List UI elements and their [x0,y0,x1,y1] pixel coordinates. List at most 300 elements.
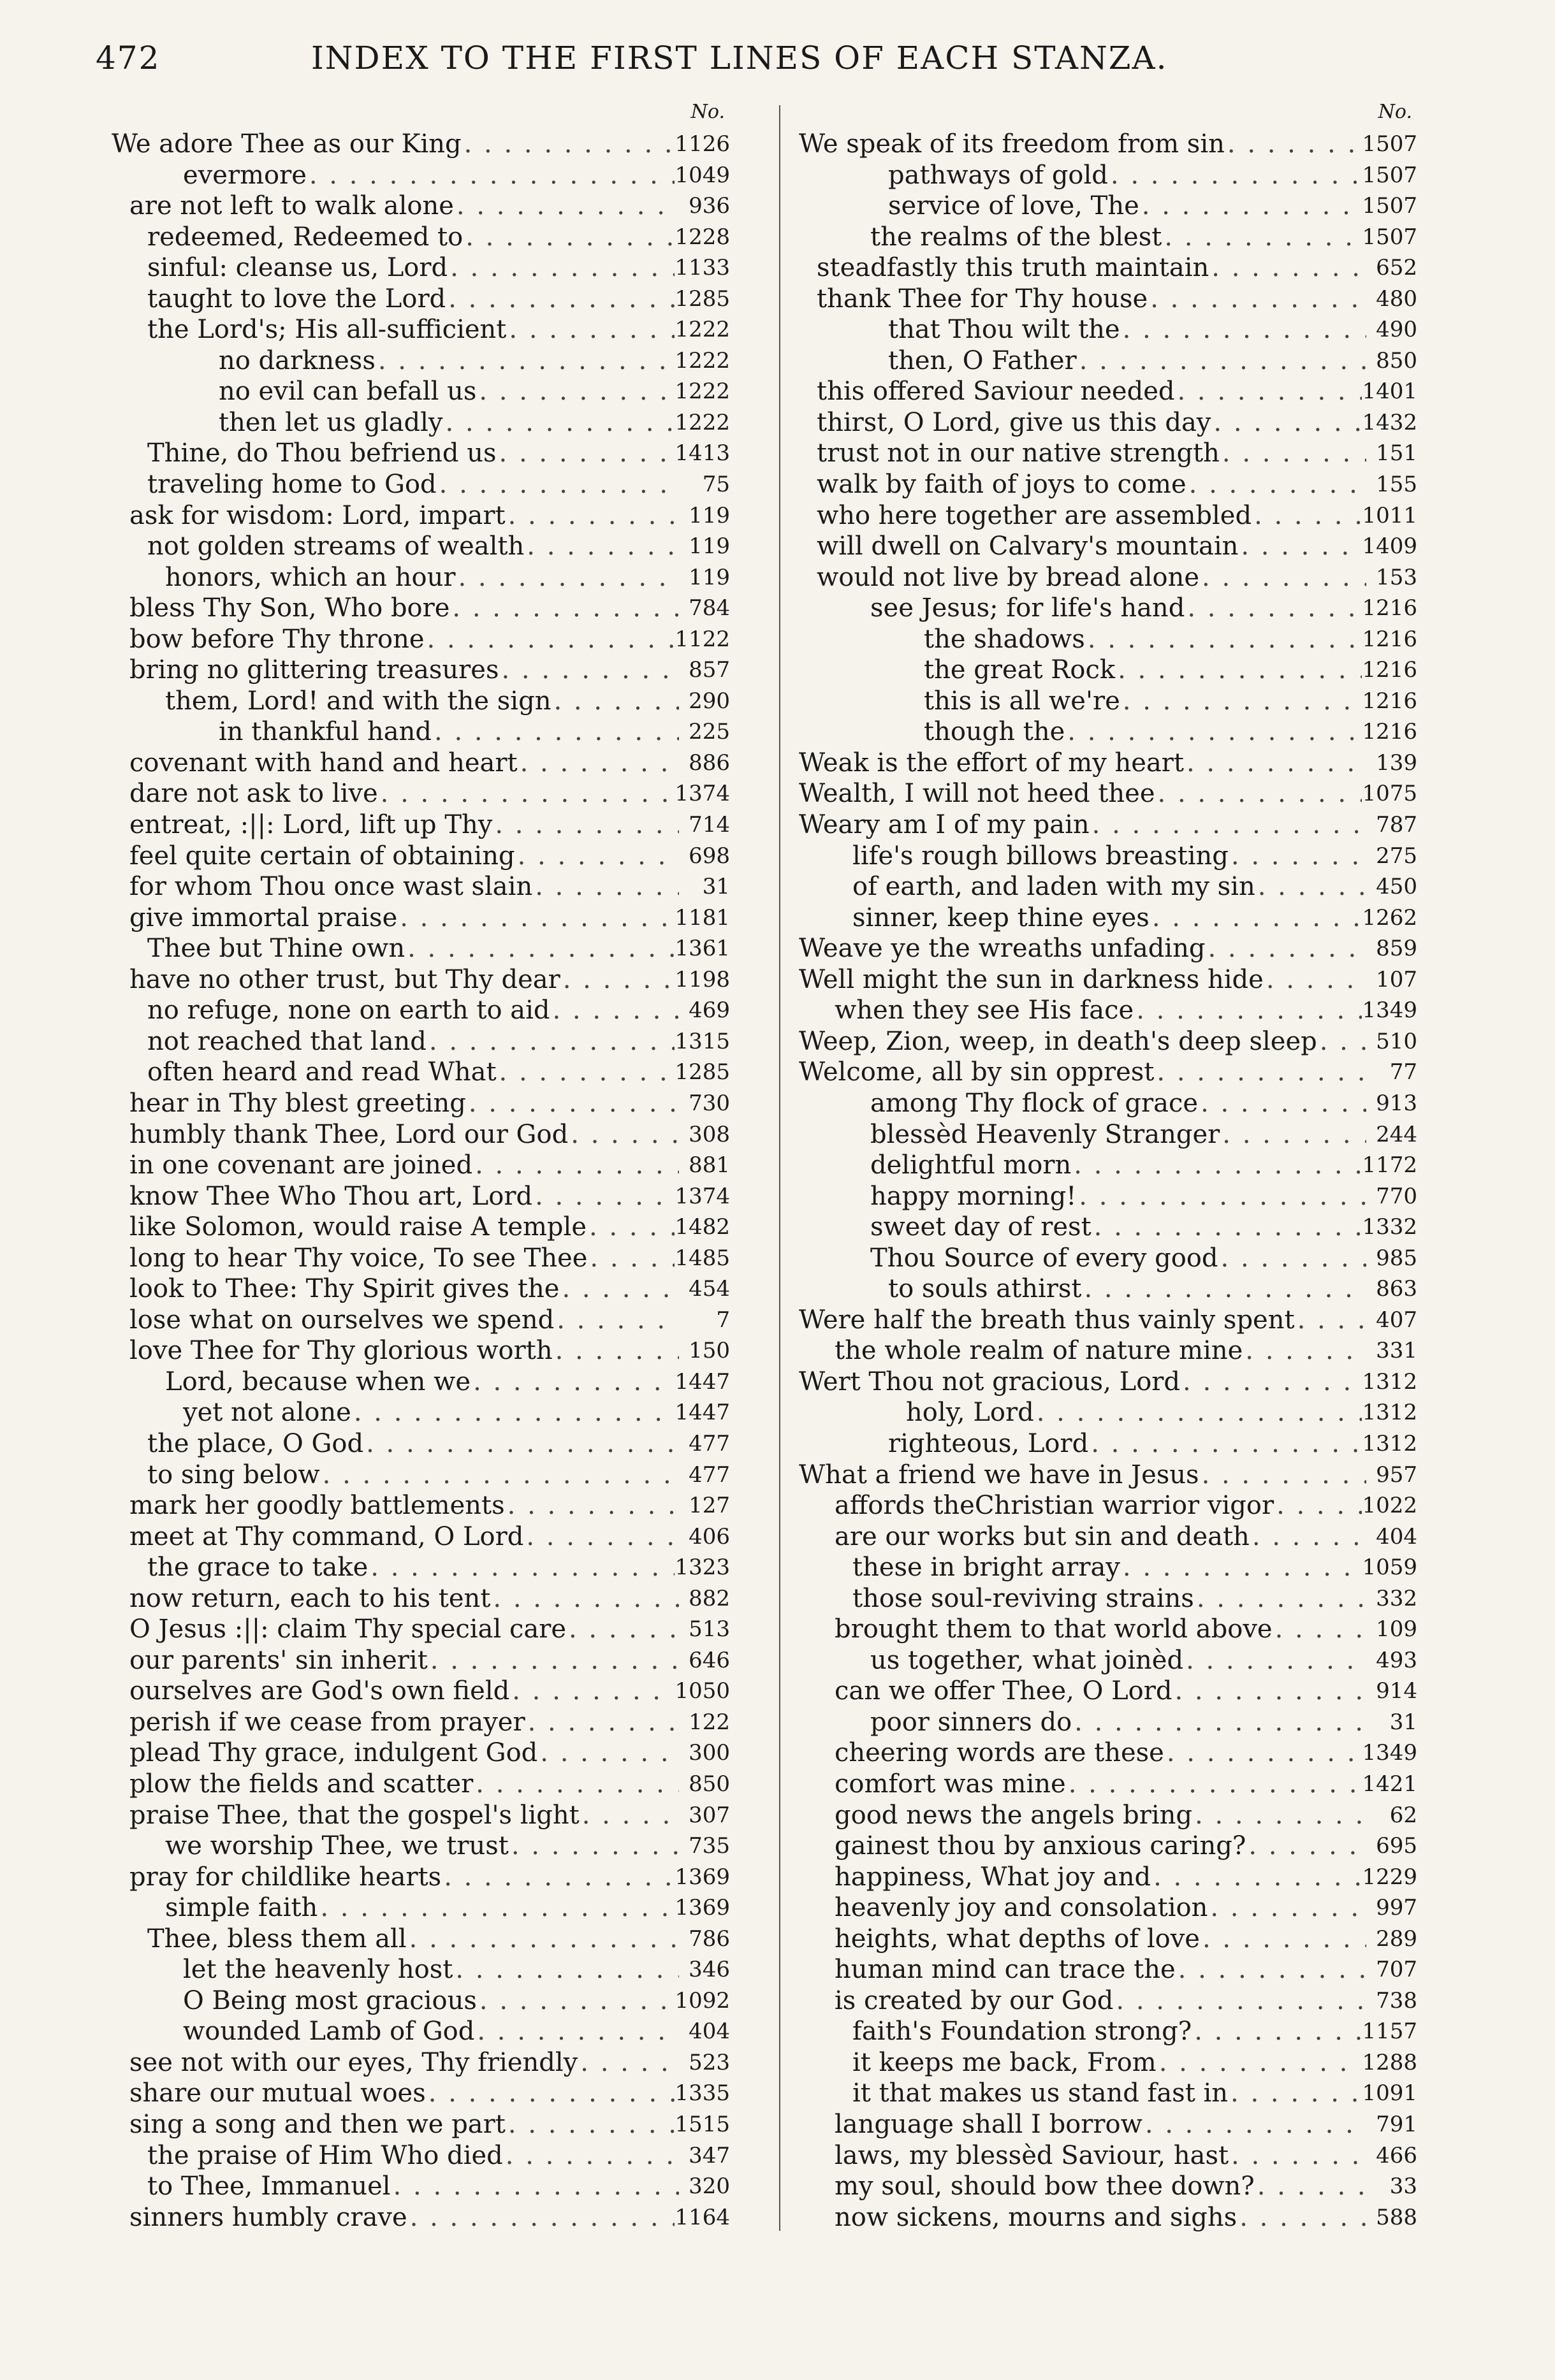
entry-first-line: pathways of gold [888,160,1108,190]
index-entry [799,1552,1417,1583]
index-entry [799,964,1417,996]
hymn-number: 107 [1376,966,1417,992]
dot-leader [1108,160,1362,191]
index-entry [112,469,730,500]
dot-leader [1225,129,1362,160]
page-number: 472 [96,40,161,76]
index-entry [112,1892,730,1924]
index-entry [112,1057,730,1088]
dot-leader [456,562,680,593]
entry-first-line: when they see His face [835,996,1134,1026]
index-entry [112,160,730,191]
hymn-number: 275 [1376,843,1417,869]
hymn-number: 859 [1376,936,1417,962]
index-entry [799,593,1417,624]
dot-leader [391,2171,679,2202]
hymn-number: 119 [689,502,730,528]
entry-first-line: plow the fields and scatter [129,1769,474,1799]
dot-leader [426,2078,675,2109]
hymn-number: 735 [689,1833,730,1859]
index-entry [799,2016,1417,2047]
dot-leader [1120,686,1362,717]
dot-leader [320,1460,679,1491]
dot-leader [1243,1335,1366,1367]
hymn-number: 1172 [1362,1152,1417,1179]
dot-leader [427,1026,675,1057]
hymn-number: 1222 [675,409,730,435]
dot-leader [560,964,675,996]
hymn-number: 882 [689,1585,730,1611]
dot-leader [1150,903,1362,934]
index-entry [112,2078,730,2109]
hymn-number: 850 [1376,347,1417,374]
index-entry [799,1800,1417,1831]
entry-first-line: Wealth, I will not heed thee [799,779,1155,809]
dot-leader [1185,593,1362,624]
index-entry [799,871,1417,903]
index-entry [799,1057,1417,1088]
hymn-number: 1485 [675,1245,730,1271]
entry-first-line: life's rough billows breasting [852,841,1229,871]
index-entry [799,191,1417,222]
entry-first-line: faith's Foundation strong? [852,2017,1192,2047]
index-entry [799,1305,1417,1336]
entry-first-line: Thine, do Thou befriend us [147,439,497,468]
entry-first-line: it that makes us stand fast in [852,2079,1229,2108]
index-entry [799,252,1417,284]
entry-first-line: poor sinners do [870,1707,1072,1737]
entry-first-line: would not live by bread alone [817,562,1200,592]
index-entry [112,1985,730,2017]
index-entry [112,562,730,593]
dot-leader [506,500,679,532]
index-entry [112,1460,730,1491]
index-entry [799,469,1417,500]
dot-leader [1229,2140,1366,2172]
hymn-number: 1374 [675,781,730,807]
hymn-number: 1011 [1362,502,1417,528]
index-entry [799,160,1417,191]
hymn-number: 1515 [675,2112,730,2137]
hymn-number: 730 [689,1090,730,1116]
entry-list [112,129,730,2233]
entry-first-line: the shadows [924,624,1085,654]
dot-leader [307,160,675,191]
entry-first-line: happy morning! [870,1181,1077,1211]
dot-leader [1192,1800,1366,1831]
dot-leader [446,284,675,315]
entry-first-line: we worship Thee, we trust [165,1831,509,1861]
hymn-number: 1075 [1362,781,1417,807]
index-entry [112,1181,730,1212]
dot-leader [497,438,675,469]
entry-first-line: heights, what depths of love [835,1924,1200,1954]
dot-leader [524,531,679,562]
hymn-number: 985 [1376,1245,1417,1271]
dot-leader [1295,1305,1366,1336]
hymn-number: 791 [1376,2112,1417,2137]
entry-first-line: though the [924,717,1065,747]
index-entry [112,1212,730,1243]
index-entry [799,1428,1417,1460]
index-entry [799,1954,1417,1985]
hymn-number: 997 [1376,1895,1417,1921]
entry-list [799,129,1417,2233]
dot-leader [1208,1892,1366,1924]
dot-leader [525,1707,679,1738]
hymn-number: 62 [1389,1802,1417,1828]
index-entry [799,284,1417,315]
hymn-number: 244 [1376,1121,1417,1147]
hymn-number: 1374 [675,1183,730,1209]
hymn-number: 588 [1376,2204,1417,2230]
hymn-number: 1222 [675,317,730,343]
dot-leader [1194,1583,1366,1614]
entry-first-line: will dwell on Calvary's mountain [817,532,1239,562]
index-entry [112,1583,730,1614]
entry-first-line: look to Thee: Thy Spirit gives the [129,1274,560,1304]
entry-first-line: the great Rock [924,655,1116,685]
dot-leader [1154,1057,1366,1088]
hymn-number: 698 [689,843,730,869]
entry-first-line: share our mutual woes [129,2079,426,2108]
hymn-number: 1262 [1362,904,1417,931]
hymn-number: 770 [1376,1183,1417,1209]
dot-leader [441,1862,675,1893]
entry-first-line: mark her goodly battlements [129,1491,505,1521]
hymn-number: 139 [1376,750,1417,776]
entry-first-line: covenant with hand and heart [129,748,518,778]
entry-first-line: no evil can befall us [219,377,477,407]
dot-leader [1172,1676,1366,1707]
index-entry [112,2171,730,2202]
dot-leader [407,1924,679,1955]
entry-first-line: Lord, because when we [165,1367,471,1397]
entry-first-line: the place, O God [147,1428,364,1458]
hymn-number: 1216 [1362,595,1417,621]
index-entry [112,1738,730,1769]
entry-first-line: ask for wisdom: Lord, impart [129,500,506,530]
index-entry [799,2047,1417,2079]
hymn-number: 863 [1376,1276,1417,1302]
dot-leader [503,2140,679,2172]
entry-first-line: in thankful hand [219,717,432,747]
hymn-number: 454 [689,1276,730,1302]
dot-leader [1066,1769,1362,1800]
dot-leader [553,1335,679,1367]
hymn-number: 469 [689,998,730,1024]
entry-first-line: What a friend we have in Jesus [799,1460,1199,1490]
index-entry [799,1738,1417,1769]
index-entry [799,500,1417,532]
entry-first-line: wounded Lamb of God [183,2017,475,2047]
hymn-number: 151 [1376,440,1417,467]
hymn-number: 466 [1376,2142,1417,2168]
index-entry [112,1490,730,1521]
index-entry [112,1954,730,1985]
index-entry [799,1769,1417,1800]
entry-first-line: to souls athirst [888,1274,1082,1304]
dot-leader [1183,1645,1366,1676]
dot-leader [453,1954,679,1985]
hymn-number: 1222 [675,347,730,374]
entry-first-line: lose what on ourselves we spend [129,1305,555,1335]
hymn-number: 490 [1376,317,1417,343]
index-entry [799,1521,1417,1553]
dot-leader [523,1521,679,1553]
dot-leader [1228,2078,1362,2109]
hymn-number: 1126 [675,131,730,157]
hymn-number: 320 [689,2173,730,2200]
index-entry [112,2109,730,2140]
entry-first-line: then let us gladly [219,407,443,437]
index-entry [799,1676,1417,1707]
hymn-number: 33 [1389,2173,1417,2200]
index-entry [799,748,1417,779]
hymn-number: 1222 [675,379,730,405]
entry-first-line: evermore [183,160,307,190]
entry-first-line: blessèd Heavenly Stranger [870,1119,1220,1149]
entry-first-line: let the heavenly host [183,1955,453,1985]
entry-first-line: thank Thee for Thy house [817,284,1148,314]
index-entry [799,1273,1417,1305]
entry-first-line: my soul, should bow thee down? [835,2172,1255,2202]
dot-leader [1139,191,1362,222]
entry-first-line: it keeps me back, From [852,2047,1157,2077]
index-entry [799,1862,1417,1893]
dot-leader [1186,469,1366,500]
dot-leader [1184,748,1366,779]
entry-first-line: dare not ask to live [129,779,378,809]
dot-leader [1211,407,1362,439]
index-entry [112,1243,730,1274]
index-entry [799,1119,1417,1150]
index-entry [112,345,730,377]
dot-leader [1091,1212,1362,1243]
entry-first-line: perish if we cease from prayer [129,1707,525,1737]
dot-leader [505,1490,679,1521]
entry-first-line: comfort was mine [835,1769,1066,1799]
dot-leader [454,191,679,222]
dot-leader [587,1212,675,1243]
dot-leader [1192,2016,1362,2047]
entry-first-line: then, O Father [888,345,1077,375]
hymn-number: 332 [1376,1585,1417,1611]
dot-leader [1198,1088,1366,1119]
index-entry [799,655,1417,686]
dot-leader [1229,841,1366,872]
hymn-number: 850 [689,1771,730,1797]
entry-first-line: We speak of its freedom from sin [799,129,1225,159]
index-entry [799,407,1417,439]
hymn-number: 1315 [675,1028,730,1054]
dot-leader [318,1892,675,1924]
index-entry [799,438,1417,469]
hymn-number: 1332 [1362,1214,1417,1240]
entry-first-line: delightful morn [870,1150,1072,1180]
entry-first-line: see not with our eyes, Thy friendly [129,2047,578,2077]
dot-leader [1220,438,1366,469]
index-entry [112,1614,730,1645]
dot-leader [1176,1954,1366,1985]
hymn-number: 127 [689,1493,730,1519]
entry-first-line: Thee, bless them all [147,1924,407,1954]
entry-first-line: Thee but Thine own [147,934,405,964]
entry-first-line: heavenly joy and consolation [835,1893,1208,1923]
hymn-number: 290 [689,688,730,714]
hymn-number: 289 [1376,1926,1417,1952]
entry-first-line: the Lord's; His all-sufficient [147,315,507,345]
entry-first-line: not reached that land [147,1026,427,1056]
entry-first-line: long to hear Thy voice, To see Thee [129,1243,588,1273]
dot-leader [559,1273,679,1305]
entry-first-line: for whom Thou once wast slain [129,872,533,902]
entry-first-line: Were half the breath thus vainly spent [799,1305,1295,1335]
entry-first-line: to sing below [147,1460,320,1490]
index-entry [112,1707,730,1738]
hymn-number: 1507 [1362,224,1417,250]
entry-first-line: them, Lord! and with the sign [165,686,551,716]
hymn-number: 1401 [1362,379,1417,405]
entry-first-line: this offered Saviour needed [817,377,1175,407]
hymn-number: 404 [689,2019,730,2045]
entry-first-line: humbly thank Thee, Lord our God [129,1119,569,1149]
entry-first-line: trust not in our native strength [817,439,1220,468]
index-entry [799,129,1417,160]
dot-leader [363,1428,679,1460]
entry-first-line: sinful: cleanse us, Lord [147,253,448,283]
entry-first-line: traveling home to God [147,470,437,500]
index-entry [799,1150,1417,1181]
dot-leader [432,716,679,748]
dot-leader [1273,1614,1366,1645]
index-entry [112,686,730,717]
entry-first-line: to Thee, Immanuel [147,2172,391,2202]
entry-first-line: simple faith [165,1893,318,1923]
entry-first-line: bring no glittering treasures [129,655,499,685]
hymn-number: 913 [1376,1090,1417,1116]
index-entry [112,531,730,562]
index-entry [799,1397,1417,1428]
index-entry [112,376,730,407]
hymn-number: 1092 [675,1987,730,2014]
dot-leader [1120,1552,1362,1583]
dot-leader [1255,2171,1366,2202]
dot-leader [1155,778,1362,809]
dot-leader [1120,314,1366,345]
index-entry [112,1552,730,1583]
index-entry [112,933,730,964]
dot-leader [472,1150,679,1181]
dot-leader [490,1583,679,1614]
index-entry [112,1831,730,1862]
entry-first-line: ourselves are God's own field [129,1676,510,1706]
hymn-number: 331 [1376,1338,1417,1364]
entry-first-line: human mind can trace the [835,1955,1176,1985]
dot-leader [368,1552,675,1583]
entry-first-line: the grace to take [147,1553,369,1583]
hymn-number: 1507 [1362,131,1417,157]
entry-first-line: our parents' sin inherit [129,1645,428,1675]
entry-first-line: pray for childlike hearts [129,1862,442,1892]
index-entry [799,1026,1417,1057]
dot-leader [466,1088,679,1119]
index-entry [799,716,1417,748]
dot-leader [532,871,679,903]
hymn-number: 1369 [675,1895,730,1921]
index-entry [799,1367,1417,1398]
index-entry [799,1707,1417,1738]
entry-first-line: We adore Thee as our King [112,129,462,159]
entry-first-line: honors, which an hour [165,562,456,592]
hymn-number: 1323 [675,1555,730,1581]
dot-leader [532,1181,675,1212]
entry-first-line: Weave ye the wreaths unfading [799,934,1206,964]
index-entry [112,407,730,439]
entry-first-line: sinners humbly crave [129,2202,407,2232]
index-entry [112,500,730,532]
index-entry [799,2140,1417,2172]
entry-first-line: Weep, Zion, weep, in death's deep sleep [799,1026,1317,1056]
hymn-number: 1335 [675,2080,730,2107]
index-entry [112,593,730,624]
index-entry [799,562,1417,593]
entry-first-line: give immortal praise [129,903,398,932]
dot-leader [471,1367,675,1398]
dot-leader [1085,624,1362,655]
hymn-number: 1164 [675,2204,730,2230]
index-entry [112,778,730,809]
hymn-number: 1157 [1362,2019,1417,2045]
dot-leader [587,1243,675,1274]
dot-leader [506,314,675,345]
dot-leader [1317,1026,1366,1057]
hymn-number: 957 [1376,1462,1417,1488]
entry-first-line: sing a song and then we part [129,2110,506,2139]
hymn-number: 1133 [675,255,730,281]
hymn-number: 857 [689,657,730,683]
entry-first-line: now return, each to his tent [129,1583,491,1613]
hymn-number: 881 [689,1152,730,1179]
hymn-number: 109 [1376,1616,1417,1643]
hymn-number: 1049 [675,162,730,188]
index-entry [112,191,730,222]
entry-first-line: Welcome, all by sin opprest [799,1057,1155,1087]
dot-leader [1088,1428,1362,1460]
entry-first-line: sinner, keep thine eyes [852,903,1150,932]
hymn-number: 714 [689,812,730,838]
dot-leader [492,809,679,841]
entry-first-line: O Being most gracious [183,1985,477,2015]
dot-leader [1218,1243,1366,1274]
hymn-number: 308 [689,1121,730,1147]
dot-leader [442,407,675,439]
index-entry [799,1645,1417,1676]
index-entry [799,1490,1417,1521]
index-entry [112,1521,730,1553]
dot-leader [1164,1738,1362,1769]
dot-leader [351,1397,675,1428]
hymn-number: 1228 [675,224,730,250]
hymn-number: 346 [689,1957,730,1983]
entry-first-line: redeemed, Redeemed to [147,222,464,252]
index-entry [799,624,1417,655]
entry-first-line: no darkness [219,345,376,375]
dot-leader [425,624,675,655]
index-entry [112,1428,730,1460]
column-divider [779,105,780,2231]
dot-leader [1252,500,1362,532]
